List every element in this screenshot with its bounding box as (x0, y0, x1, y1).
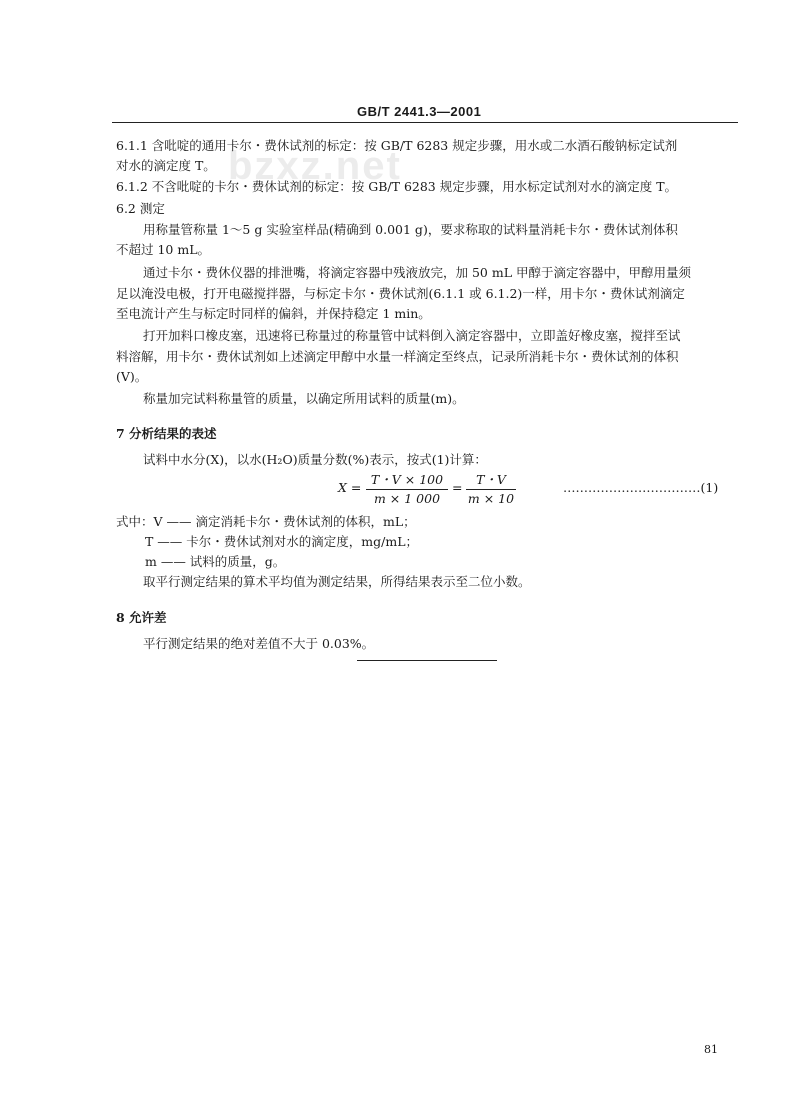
para-3-line2: 料溶解，用卡尔・费休试剂如上述滴定甲醇中水量一样滴定至终点，记录所消耗卡尔・费休试剂的体积 (116, 349, 679, 364)
section-7-result: 取平行测定结果的算术平均值为测定结果，所得结果表示至二位小数。 (143, 574, 531, 589)
section-8-heading: 8 允许差 (116, 610, 167, 625)
section-7-heading: 7 分析结果的表述 (116, 426, 217, 441)
para-2-line3: 至电流计产生与标定时同样的偏斜，并保持稳定 1 min。 (116, 306, 431, 321)
para-1-line1: 用称量管称量 1～5 g 实验室样品(精确到 0.001 g)，要求称取的试料量消耗卡尔・费休试剂体积 (143, 222, 678, 237)
where-t: T —— 卡尔・费休试剂对水的滴定度，mg/mL； (145, 534, 419, 549)
fraction-2-numerator: T・V (466, 470, 516, 490)
para-2-line1: 通过卡尔・费休仪器的排泄嘴，将滴定容器中残液放完，加 50 mL 甲醇于滴定容器中，甲醇用量须 (143, 265, 691, 280)
para-2-line2: 足以淹没电极，打开电磁搅拌器，与标定卡尔・费休试剂(6.1.1 或 6.1.2)一样，用卡尔・费休试剂滴定 (116, 286, 685, 301)
end-rule (357, 660, 497, 661)
section-7-intro: 试料中水分(X)，以水(H₂O)质量分数(%)表示，按式(1)计算： (143, 452, 487, 467)
formula-fraction-1 (366, 470, 448, 506)
clause-6-1-1-line2: 对水的滴定度 T。 (116, 158, 216, 173)
formula-lhs: X = (338, 480, 362, 495)
fraction-2-denominator: m × 10 (467, 491, 515, 506)
fraction-1-denominator: m × 1 000 (373, 491, 441, 506)
page-number: 81 (704, 1043, 718, 1056)
formula-fraction-2 (466, 470, 516, 506)
standard-code-header: GB/T 2441.3—2001 (357, 104, 482, 119)
clause-6-1-2: 6.1.2 不含吡啶的卡尔・费休试剂的标定：按 GB/T 6283 规定步骤，用水标定试剂对水的滴定度 T。 (116, 179, 678, 194)
formula-equals: = (452, 480, 463, 495)
section-8-text: 平行测定结果的绝对差值不大于 0.03%。 (143, 636, 375, 651)
where-v: 式中：V —— 滴定消耗卡尔・费休试剂的体积，mL； (116, 514, 416, 529)
para-4: 称量加完试料称量管的质量，以确定所用试料的质量(m)。 (143, 391, 465, 406)
para-3-line3: (V)。 (116, 369, 148, 384)
where-m: m —— 试料的质量，g。 (145, 554, 286, 569)
fraction-1-numerator: T・V × 100 (366, 470, 448, 490)
clause-6-1-1-line1: 6.1.1 含吡啶的通用卡尔・费休试剂的标定：按 GB/T 6283 规定步骤，用水或二水酒石酸钠标定试剂 (116, 138, 678, 153)
header-rule (112, 122, 738, 123)
clause-6-2-heading: 6.2 测定 (116, 201, 165, 216)
para-1-line2: 不超过 10 mL。 (116, 242, 211, 257)
para-3-line1: 打开加料口橡皮塞，迅速将已称量过的称量管中试料倒入滴定容器中，立即盖好橡皮塞，搅拌至试 (143, 328, 681, 343)
watermark: bzxz.net (228, 144, 402, 188)
formula-number: ……………………………(1) (563, 480, 719, 495)
